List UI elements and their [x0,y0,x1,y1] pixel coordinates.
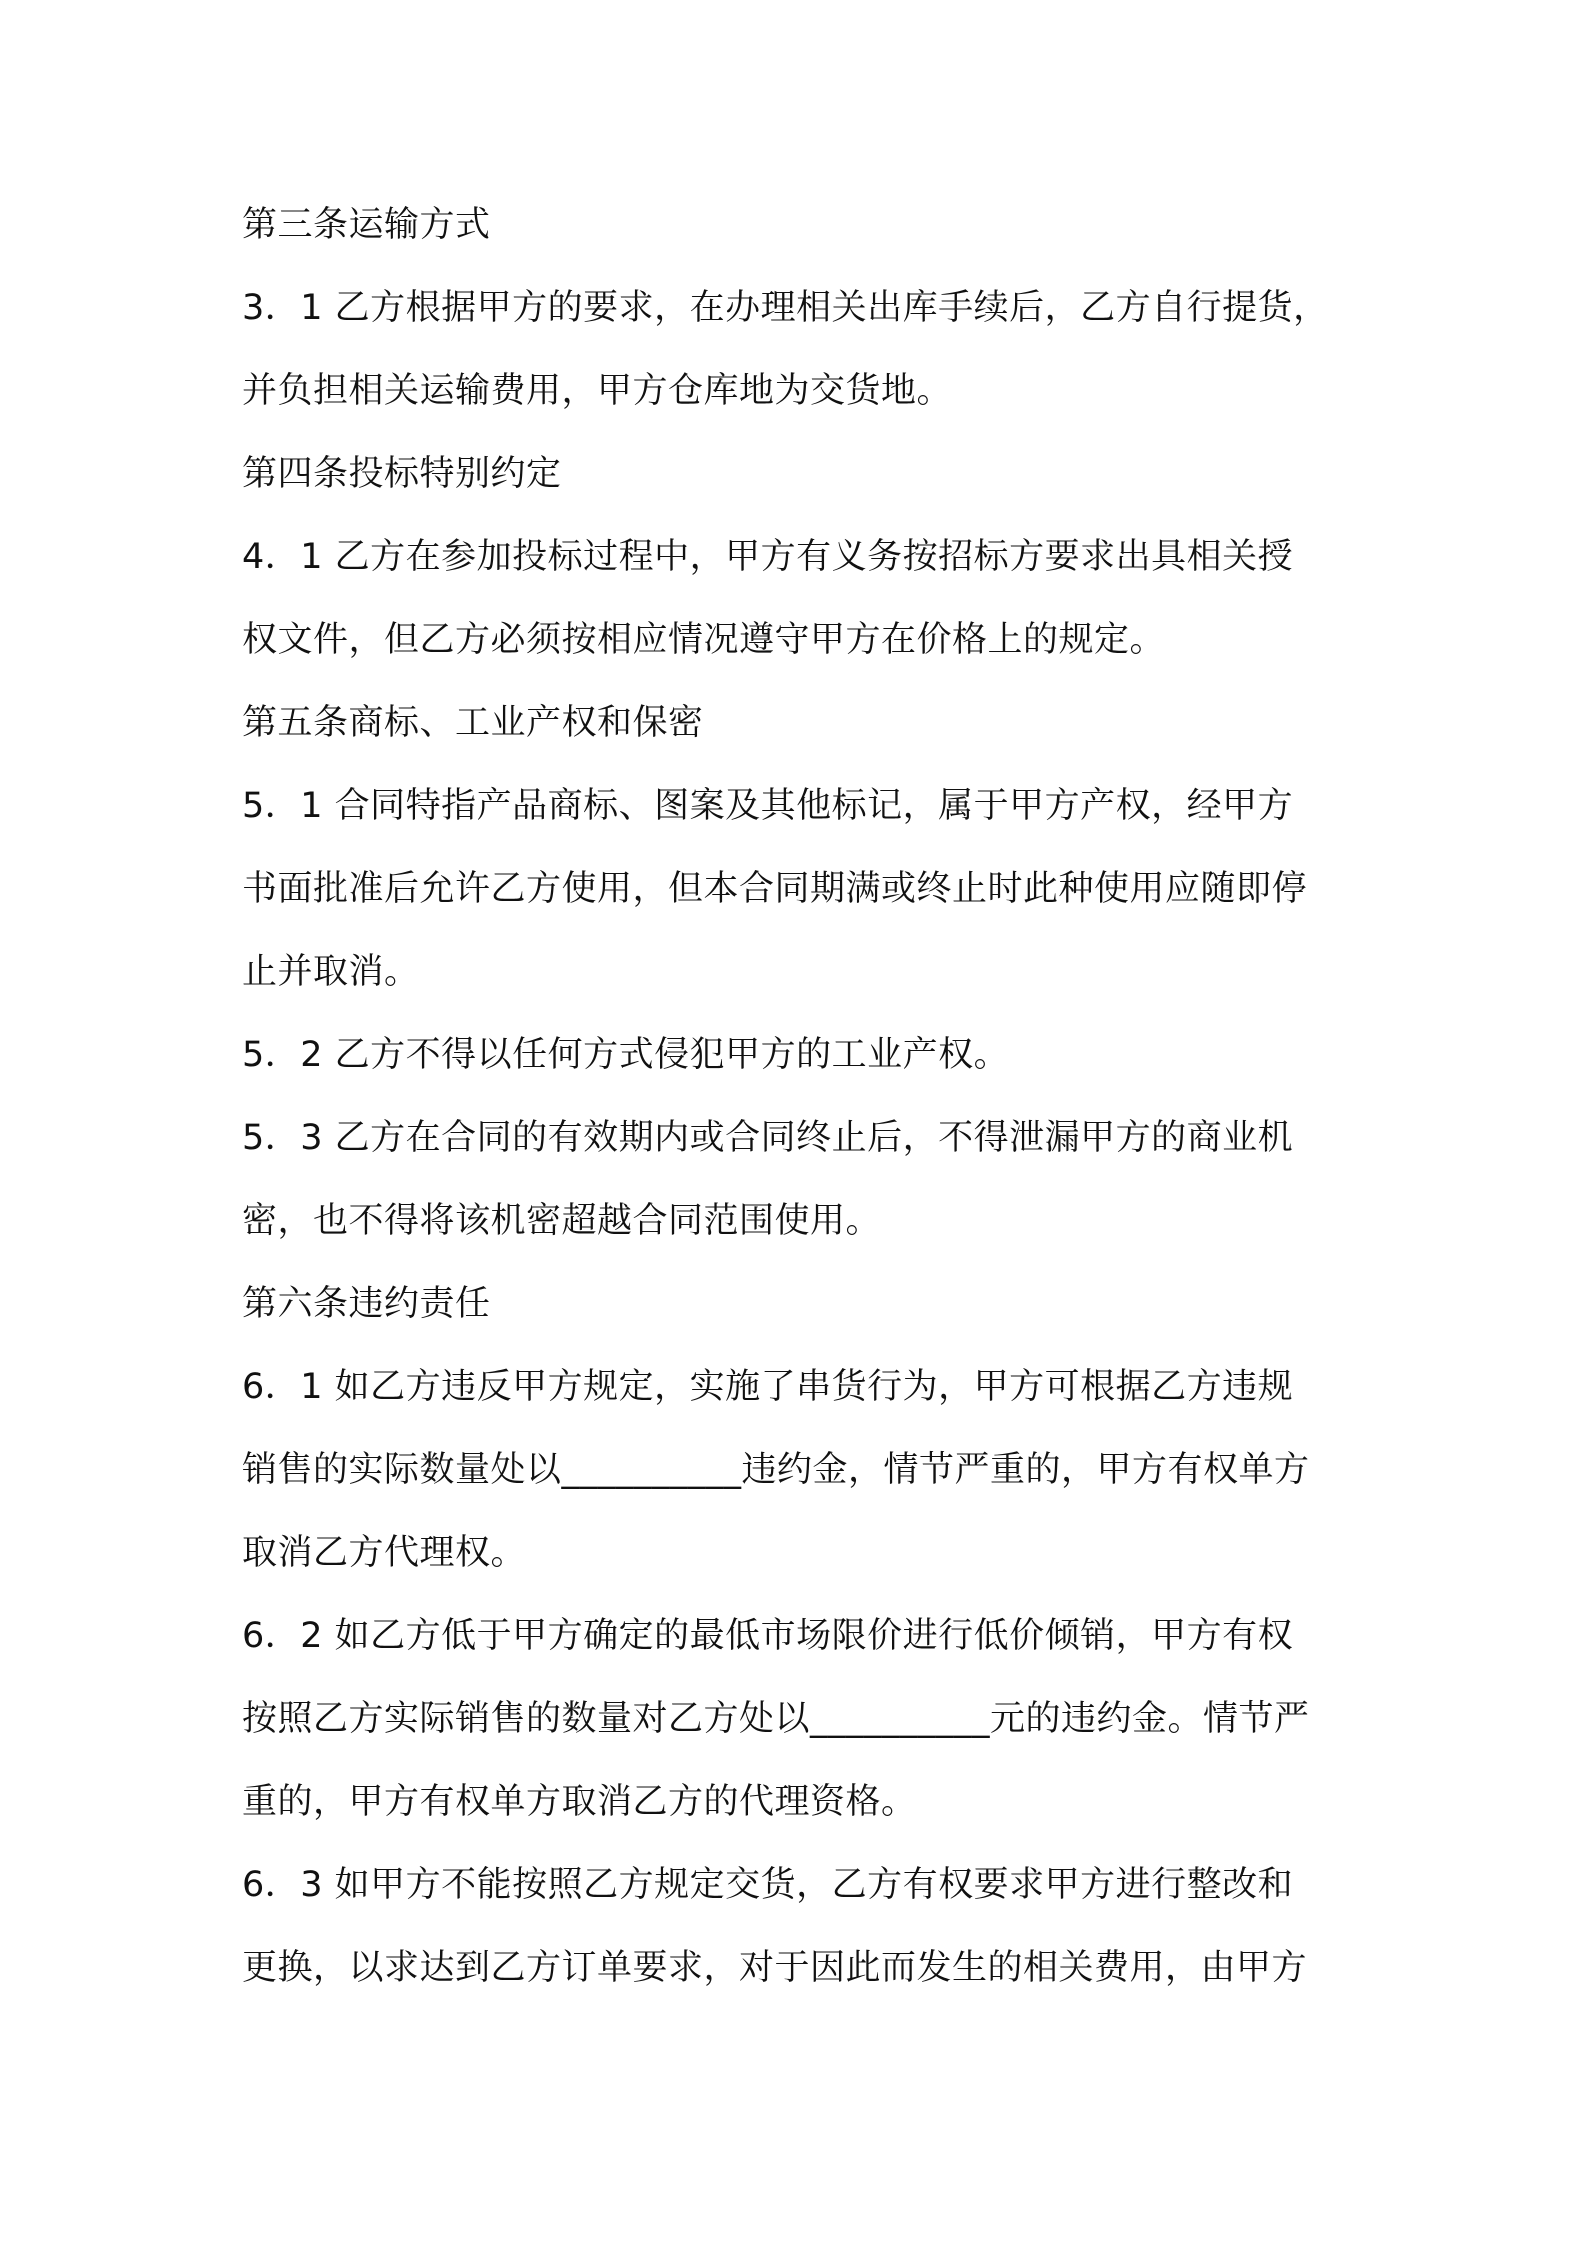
heading-article-4: 第四条投标特别约定 [242,454,562,494]
heading-article-6: 第六条违约责任 [242,1284,491,1324]
paragraph-line: 按照乙方实际销售的数量对乙方处以__________元的违约金。情节严 [242,1699,1310,1739]
paragraph-line: 4．1 乙方在参加投标过程中，甲方有义务按招标方要求出具相关授 [242,537,1294,577]
paragraph-line: 密，也不得将该机密超越合同范围使用。 [242,1201,882,1241]
paragraph-line: 5．2 乙方不得以任何方式侵犯甲方的工业产权。 [242,1035,1010,1075]
paragraph-line: 更换，以求达到乙方订单要求，对于因此而发生的相关费用，由甲方 [242,1948,1308,1988]
paragraph-line: 3．1 乙方根据甲方的要求，在办理相关出库手续后，乙方自行提货， [242,288,1329,328]
paragraph-line: 6．2 如乙方低于甲方确定的最低市场限价进行低价倾销，甲方有权 [242,1616,1294,1656]
paragraph-line: 6．3 如甲方不能按照乙方规定交货，乙方有权要求甲方进行整改和 [242,1865,1294,1905]
paragraph-line: 取消乙方代理权。 [242,1533,527,1573]
paragraph-line: 止并取消。 [242,952,420,992]
paragraph-line: 权文件，但乙方必须按相应情况遵守甲方在价格上的规定。 [242,620,1166,660]
heading-article-3: 第三条运输方式 [242,205,491,245]
paragraph-line: 6．1 如乙方违反甲方规定，实施了串货行为，甲方可根据乙方违规 [242,1367,1294,1407]
paragraph-line: 重的，甲方有权单方取消乙方的代理资格。 [242,1782,917,1822]
paragraph-line: 销售的实际数量处以__________违约金，情节严重的，甲方有权单方 [242,1450,1310,1490]
paragraph-line: 5．3 乙方在合同的有效期内或合同终止后，不得泄漏甲方的商业机 [242,1118,1294,1158]
paragraph-line: 5．1 合同特指产品商标、图案及其他标记，属于甲方产权，经甲方 [242,786,1294,826]
paragraph-line: 并负担相关运输费用，甲方仓库地为交货地。 [242,371,953,411]
paragraph-line: 书面批准后允许乙方使用，但本合同期满或终止时此种使用应随即停 [242,869,1308,909]
heading-article-5: 第五条商标、工业产权和保密 [242,703,704,743]
